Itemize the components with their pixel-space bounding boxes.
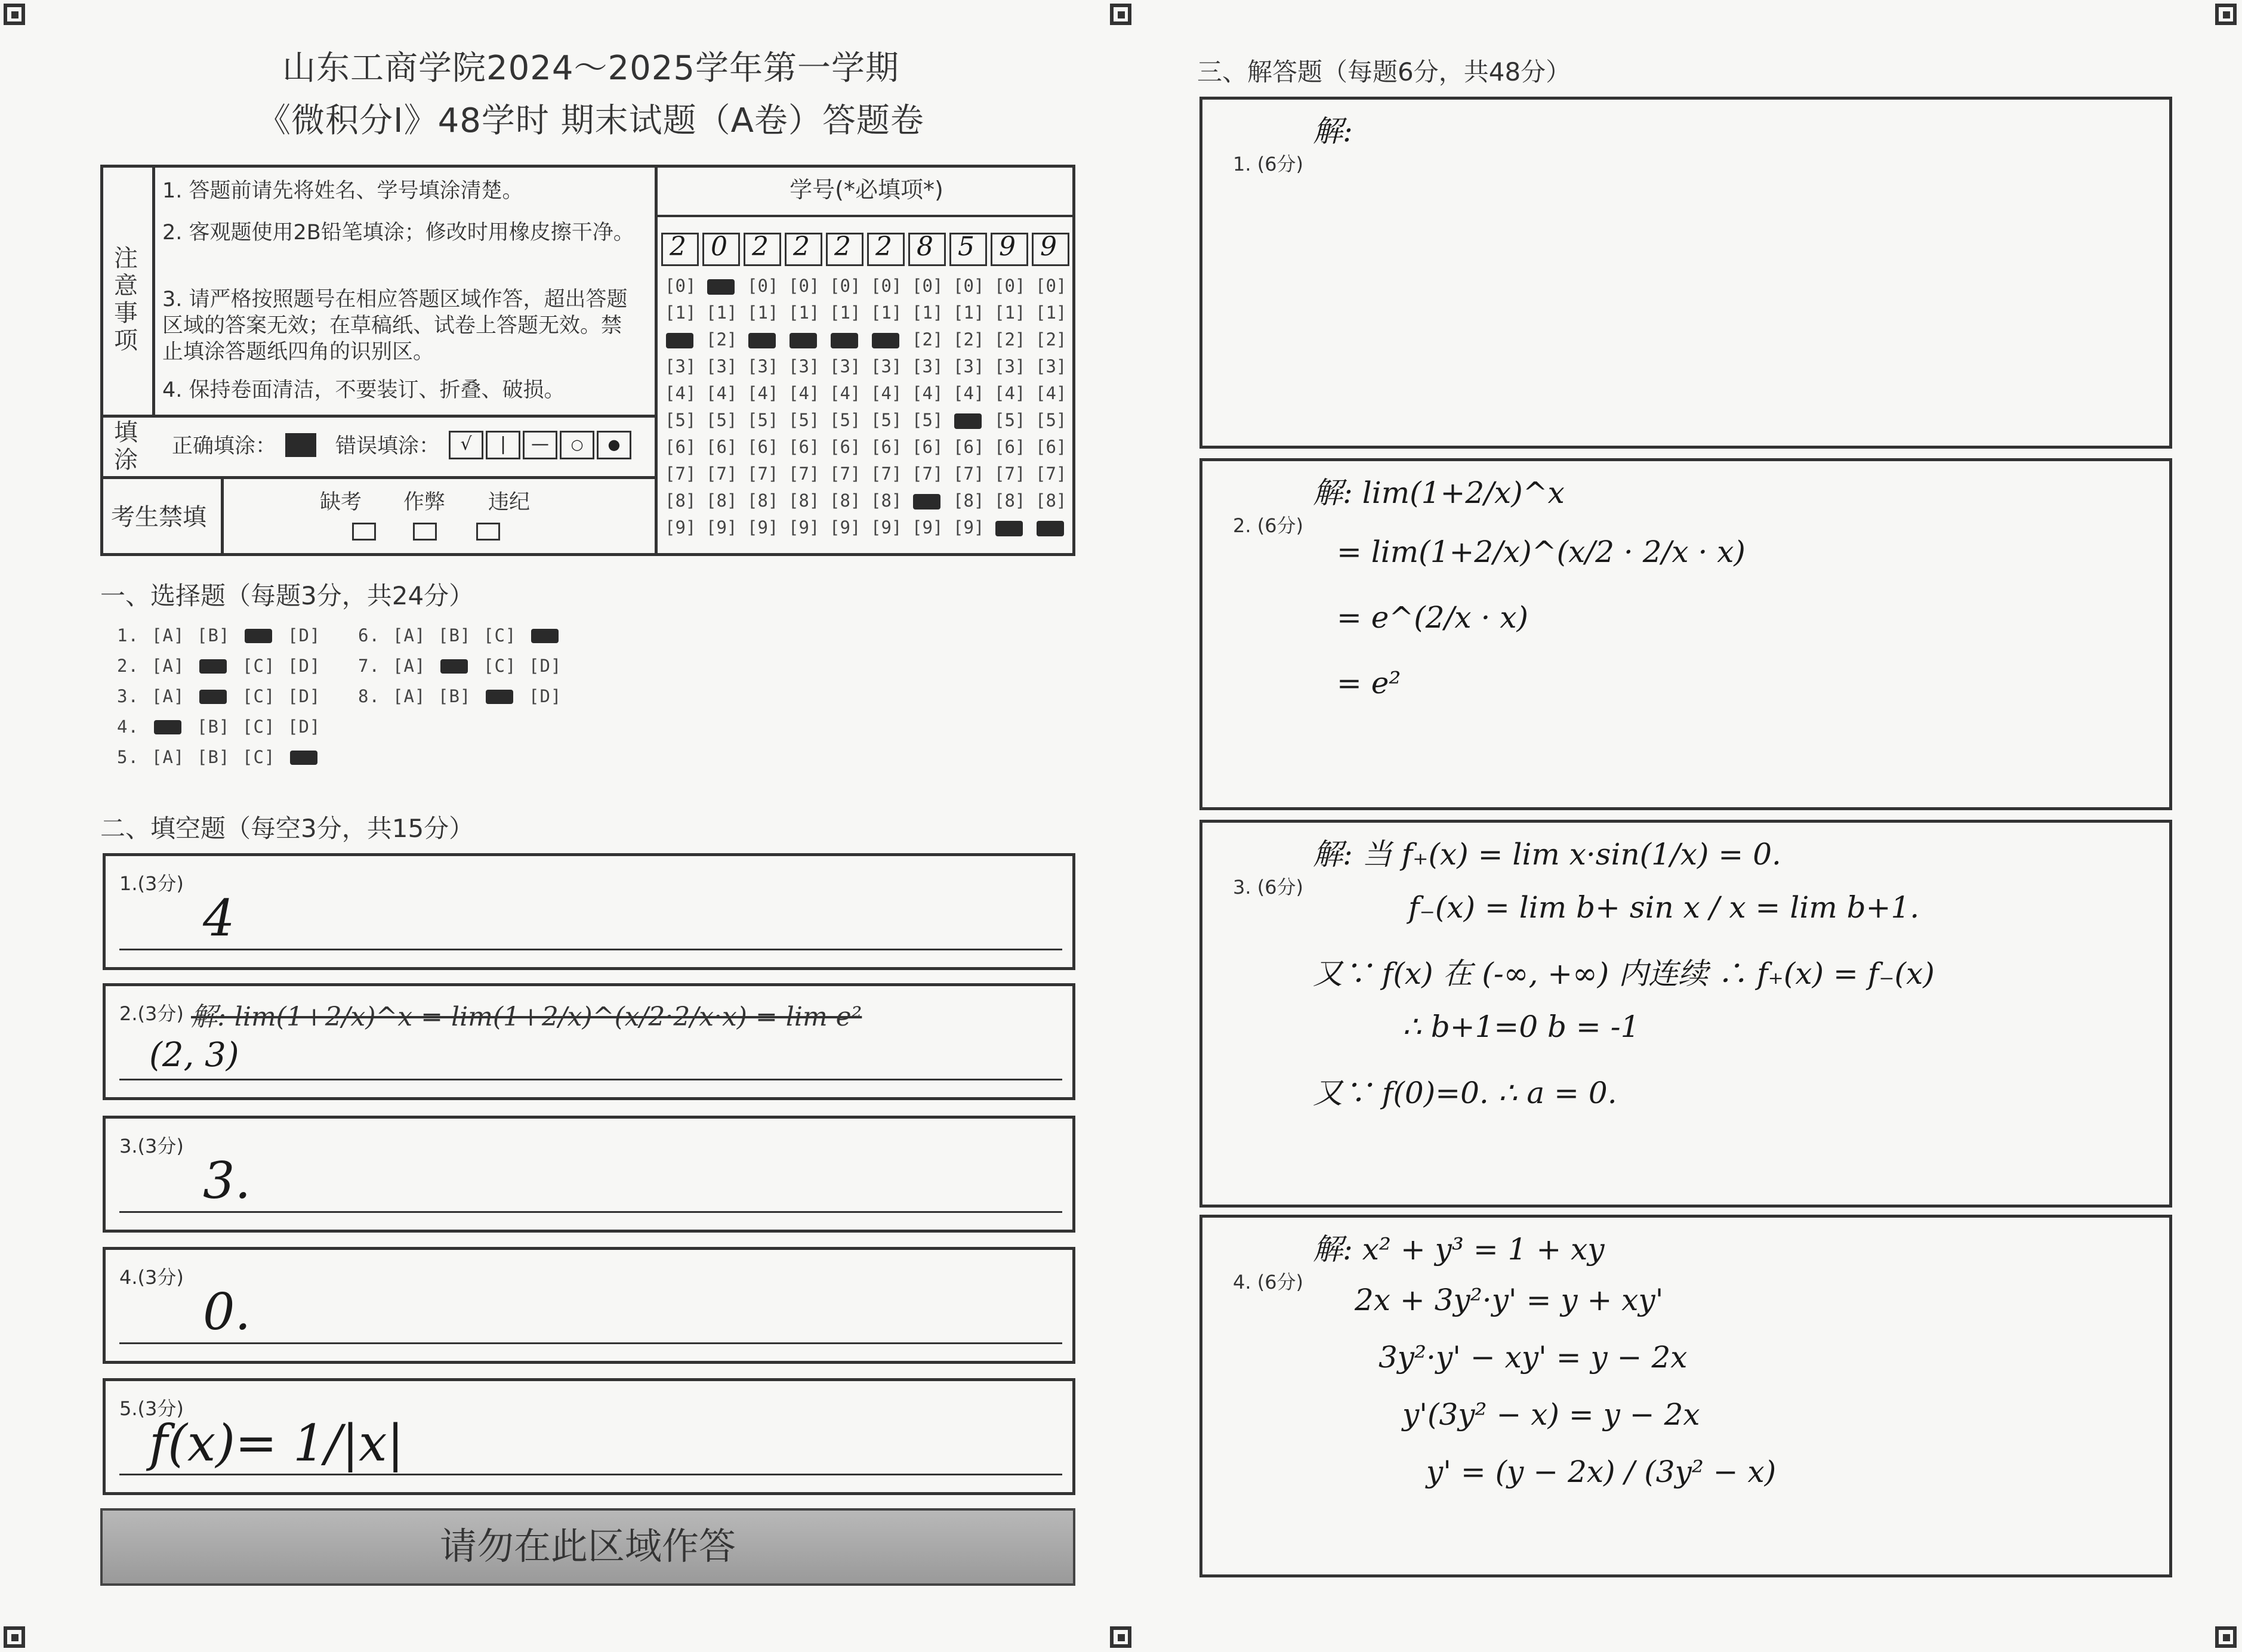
correct-fill-label: 正确填涂： bbox=[172, 434, 277, 458]
student-id-digit: 0 bbox=[711, 231, 727, 262]
bubble-option[interactable]: [7] bbox=[706, 464, 738, 484]
mc-bubble-option[interactable]: [D] bbox=[288, 625, 321, 646]
bubble-option[interactable]: [7] bbox=[912, 464, 943, 484]
cheat-checkbox[interactable] bbox=[413, 523, 437, 541]
mc-bubble-option[interactable]: [A] bbox=[393, 625, 426, 646]
student-id-digit: 2 bbox=[875, 231, 892, 262]
essay-label: 2. (6分) bbox=[1233, 514, 1304, 537]
bubble-option[interactable]: [4] bbox=[953, 383, 985, 403]
bubble-option[interactable]: [4] bbox=[994, 383, 1026, 403]
bubble-filled[interactable] bbox=[954, 413, 982, 429]
corner-marker-top-center bbox=[1110, 4, 1131, 25]
corner-marker-top-right bbox=[2215, 4, 2237, 25]
violation-label: 违纪 bbox=[488, 490, 531, 514]
exam-title-line1: 山东工商学院2024～2025学年第一学期 bbox=[282, 49, 900, 88]
essay-work-line: = lim(1+2/x)^(x/2 · 2/x · x) bbox=[1337, 535, 1746, 569]
blank-answer: 4 bbox=[203, 889, 235, 947]
bubble-option[interactable]: [0] bbox=[1035, 276, 1067, 296]
student-id-digit: 2 bbox=[752, 231, 769, 262]
corner-marker-bottom-right bbox=[2215, 1626, 2237, 1648]
blank-answer-box[interactable] bbox=[103, 853, 1075, 970]
bubble-option[interactable]: [9] bbox=[706, 517, 738, 538]
blank-answer: 3. bbox=[203, 1151, 251, 1210]
bubble-filled[interactable] bbox=[872, 333, 899, 348]
bubble-option[interactable]: [0] bbox=[912, 276, 943, 296]
answer-line bbox=[119, 949, 1062, 950]
bubble-option[interactable]: [0] bbox=[829, 276, 861, 296]
mc-bubble-option[interactable]: [A] bbox=[393, 686, 426, 706]
essay-work-line: 解: bbox=[1313, 114, 1353, 149]
bubble-option[interactable]: [3] bbox=[994, 356, 1026, 376]
essay-label: 4. (6分) bbox=[1233, 1271, 1304, 1293]
bubble-option[interactable]: [0] bbox=[665, 276, 696, 296]
bubble-option[interactable]: [1] bbox=[1035, 302, 1067, 323]
bubble-option[interactable]: [1] bbox=[665, 302, 696, 323]
exam-status-label: 考生禁填 bbox=[111, 504, 206, 531]
bubble-option[interactable]: [3] bbox=[665, 356, 696, 376]
notice-item-3: 3. 请严格按照题号在相应答题区域作答，超出答题区域的答案无效；在草稿纸、试卷上答题无效。禁止填涂答题纸四角的识别区。 bbox=[162, 288, 628, 364]
blank-label: 4.(3分) bbox=[119, 1266, 184, 1289]
bubble-option[interactable]: [4] bbox=[665, 383, 696, 403]
mc-question-number: 7. bbox=[358, 656, 380, 676]
essay-work-line: = e^(2/x · x) bbox=[1337, 600, 1529, 635]
answer-line bbox=[119, 1211, 1062, 1213]
bubble-option[interactable]: [7] bbox=[871, 464, 902, 484]
bubble-option[interactable]: [8] bbox=[747, 490, 779, 511]
mc-bubble-option[interactable]: [B] bbox=[438, 686, 471, 706]
mc-question-number: 4. bbox=[117, 717, 139, 737]
mc-bubble-option[interactable]: [D] bbox=[288, 717, 321, 737]
corner-marker-top-left bbox=[4, 4, 25, 25]
bubble-option[interactable]: [7] bbox=[747, 464, 779, 484]
bubble-option[interactable]: [3] bbox=[871, 356, 902, 376]
mc-question-number: 6. bbox=[358, 625, 380, 646]
bubble-option[interactable]: [7] bbox=[788, 464, 820, 484]
mc-bubble-filled[interactable] bbox=[199, 659, 227, 674]
bubble-filled[interactable] bbox=[831, 333, 858, 348]
mc-bubble-option[interactable]: [B] bbox=[197, 625, 230, 646]
bubble-option[interactable]: [8] bbox=[1035, 490, 1067, 511]
bubble-option[interactable]: [0] bbox=[994, 276, 1026, 296]
bubble-option[interactable]: [9] bbox=[953, 517, 985, 538]
mc-bubble-option[interactable]: [A] bbox=[393, 656, 426, 676]
mc-bubble-filled[interactable] bbox=[199, 690, 227, 704]
notice-item-1: 1. 答题前请先将姓名、学号填涂清楚。 bbox=[162, 179, 523, 203]
bubble-option[interactable]: [9] bbox=[788, 517, 820, 538]
bubble-option[interactable]: [6] bbox=[706, 437, 738, 457]
bubble-option[interactable]: [8] bbox=[706, 490, 738, 511]
bubble-option[interactable]: [9] bbox=[871, 517, 902, 538]
notice-item-2: 2. 客观题使用2B铅笔填涂；修改时用橡皮擦干净。 bbox=[162, 221, 634, 245]
bubble-option[interactable]: [5] bbox=[1035, 410, 1067, 430]
essay-label: 1. (6分) bbox=[1233, 153, 1304, 175]
mc-bubble-option[interactable]: [D] bbox=[288, 686, 321, 706]
bubble-option[interactable]: [8] bbox=[829, 490, 861, 511]
student-id-title: 学号(*必填项*) bbox=[790, 177, 943, 203]
student-id-digit: 2 bbox=[793, 231, 810, 262]
bubble-option[interactable]: [2] bbox=[912, 329, 943, 350]
bubble-option[interactable]: [8] bbox=[788, 490, 820, 511]
mc-bubble-filled[interactable] bbox=[531, 629, 559, 643]
essay-work-line: ∴ b+1=0 b = -1 bbox=[1402, 1009, 1640, 1044]
bubble-option[interactable]: [4] bbox=[829, 383, 861, 403]
bubble-option[interactable]: [5] bbox=[706, 410, 738, 430]
essay-answer-box[interactable] bbox=[1199, 1215, 2172, 1577]
blank-answer: f(x)= 1/|x| bbox=[149, 1414, 404, 1472]
section2-title: 二、填空题（每空3分，共15分） bbox=[100, 814, 474, 843]
mc-bubble-option[interactable]: [C] bbox=[242, 656, 276, 676]
bubble-option[interactable]: [5] bbox=[788, 410, 820, 430]
bubble-option[interactable]: [1] bbox=[953, 302, 985, 323]
essay-work-line: y'(3y² − x) = y − 2x bbox=[1402, 1397, 1700, 1432]
bubble-filled[interactable] bbox=[790, 333, 817, 348]
mc-bubble-option[interactable]: [C] bbox=[242, 717, 276, 737]
bubble-option[interactable]: [4] bbox=[1035, 383, 1067, 403]
bubble-option[interactable]: [6] bbox=[747, 437, 779, 457]
blank-label: 3.(3分) bbox=[119, 1135, 184, 1157]
bubble-option[interactable]: [3] bbox=[706, 356, 738, 376]
bubble-option[interactable]: [5] bbox=[871, 410, 902, 430]
essay-work-line: = e² bbox=[1337, 666, 1401, 700]
blank-answer: (2, 3) bbox=[149, 1036, 239, 1074]
blank-label: 2.(3分) bbox=[119, 1002, 184, 1025]
bubble-option[interactable]: [1] bbox=[747, 302, 779, 323]
bubble-option[interactable]: [6] bbox=[912, 437, 943, 457]
cheat-label: 作弊 bbox=[403, 490, 446, 514]
correct-fill-sample bbox=[285, 433, 316, 457]
blank-label: 5.(3分) bbox=[119, 1397, 184, 1420]
answer-line bbox=[119, 1342, 1062, 1344]
violation-checkbox[interactable] bbox=[476, 523, 500, 541]
mc-bubble-option[interactable]: [D] bbox=[529, 656, 562, 676]
blank-label: 1.(3分) bbox=[119, 872, 184, 895]
bubble-option[interactable]: [1] bbox=[706, 302, 738, 323]
mc-bubble-option[interactable]: [C] bbox=[242, 686, 276, 706]
bubble-option[interactable]: [0] bbox=[871, 276, 902, 296]
fill-label-2: 涂 bbox=[114, 446, 138, 474]
bubble-option[interactable]: [6] bbox=[1035, 437, 1067, 457]
student-id-digit: 5 bbox=[958, 231, 974, 262]
bubble-option[interactable]: [5] bbox=[994, 410, 1026, 430]
essay-work-line: 2x + 3y²·y' = y + xy' bbox=[1355, 1283, 1664, 1317]
mc-bubble-option[interactable]: [D] bbox=[288, 656, 321, 676]
bubble-filled[interactable] bbox=[913, 494, 940, 510]
bubble-option[interactable]: [6] bbox=[788, 437, 820, 457]
essay-work-line: 又∵ f(x) 在 (-∞, +∞) 内连续 ∴ f₊(x) = f₋(x) bbox=[1313, 956, 1935, 991]
essay-work-line: 解: 当 f₊(x) = lim x·sin(1/x) = 0. bbox=[1313, 837, 1781, 872]
blank-answer: 0. bbox=[203, 1283, 251, 1341]
essay-work-line: 解: lim(1+2/x)^x bbox=[1313, 475, 1565, 510]
struck-work: 解: lim(1+2/x)^x = lim(1+2/x)^(x/2·2/x·x) = lim e² bbox=[191, 1002, 862, 1032]
mc-bubble-option[interactable]: [C] bbox=[242, 747, 276, 767]
bubble-option[interactable]: [2] bbox=[994, 329, 1026, 350]
mc-bubble-option[interactable]: [C] bbox=[483, 656, 517, 676]
mc-bubble-filled[interactable] bbox=[154, 720, 181, 734]
bubble-option[interactable]: [7] bbox=[665, 464, 696, 484]
notice-item-4: 4. 保持卷面清洁，不要装订、折叠、破损。 bbox=[162, 378, 565, 402]
mc-bubble-option[interactable]: [D] bbox=[529, 686, 562, 706]
bubble-option[interactable]: [9] bbox=[912, 517, 943, 538]
bubble-option[interactable]: [3] bbox=[788, 356, 820, 376]
bubble-option[interactable]: [6] bbox=[953, 437, 985, 457]
bubble-option[interactable]: [3] bbox=[1035, 356, 1067, 376]
bubble-option[interactable]: [4] bbox=[747, 383, 779, 403]
bubble-option[interactable]: [7] bbox=[1035, 464, 1067, 484]
bubble-option[interactable]: [4] bbox=[912, 383, 943, 403]
bubble-option[interactable]: [0] bbox=[788, 276, 820, 296]
bubble-option[interactable]: [1] bbox=[829, 302, 861, 323]
bubble-option[interactable]: [7] bbox=[994, 464, 1026, 484]
mc-bubble-option[interactable]: [C] bbox=[483, 625, 517, 646]
mc-bubble-filled[interactable] bbox=[290, 751, 317, 765]
essay-work-line: y' = (y − 2x) / (3y² − x) bbox=[1426, 1455, 1777, 1489]
bubble-option[interactable]: [9] bbox=[665, 517, 696, 538]
mc-question-number: 3. bbox=[117, 686, 139, 706]
essay-answer-box[interactable] bbox=[1199, 820, 2172, 1208]
student-id-digit: 8 bbox=[917, 231, 933, 262]
bubble-option[interactable]: [3] bbox=[829, 356, 861, 376]
essay-work-line: 解: x² + y³ = 1 + xy bbox=[1313, 1232, 1605, 1267]
bubble-option[interactable]: [5] bbox=[912, 410, 943, 430]
bubble-option[interactable]: [8] bbox=[665, 490, 696, 511]
wrong-fill-label: 错误填涂： bbox=[335, 434, 440, 458]
bubble-option[interactable]: [0] bbox=[747, 276, 779, 296]
bubble-option[interactable]: [1] bbox=[788, 302, 820, 323]
section1-title: 一、选择题（每题3分，共24分） bbox=[100, 581, 474, 610]
bubble-option[interactable]: [0] bbox=[953, 276, 985, 296]
bubble-option[interactable]: [7] bbox=[953, 464, 985, 484]
bubble-option[interactable]: [1] bbox=[871, 302, 902, 323]
bubble-option[interactable]: [6] bbox=[871, 437, 902, 457]
mc-bubble-option[interactable]: [A] bbox=[152, 747, 185, 767]
mc-bubble-filled[interactable] bbox=[245, 629, 272, 643]
bubble-option[interactable]: [5] bbox=[747, 410, 779, 430]
mc-bubble-option[interactable]: [A] bbox=[152, 686, 185, 706]
mc-question-number: 2. bbox=[117, 656, 139, 676]
essay-work-line: 3y²·y' − xy' = y − 2x bbox=[1378, 1340, 1688, 1375]
essay-label: 3. (6分) bbox=[1233, 876, 1304, 898]
bubble-option[interactable]: [6] bbox=[994, 437, 1026, 457]
bubble-filled[interactable] bbox=[666, 333, 693, 348]
absent-label: 缺考 bbox=[320, 490, 362, 514]
answer-line bbox=[119, 1474, 1062, 1475]
mc-bubble-option[interactable]: [B] bbox=[197, 747, 230, 767]
bubble-filled[interactable] bbox=[1037, 521, 1064, 536]
no-answer-zone: 请勿在此区域作答 bbox=[100, 1508, 1075, 1586]
bubble-option[interactable]: [8] bbox=[871, 490, 902, 511]
mc-bubble-option[interactable]: [A] bbox=[152, 656, 185, 676]
section3-title: 三、解答题（每题6分，共48分） bbox=[1197, 57, 1571, 87]
fill-label-1: 填 bbox=[114, 419, 138, 446]
bubble-option[interactable]: [1] bbox=[912, 302, 943, 323]
corner-marker-bottom-left bbox=[4, 1626, 25, 1648]
bubble-option[interactable]: [4] bbox=[706, 383, 738, 403]
bubble-option[interactable]: [8] bbox=[994, 490, 1026, 511]
bubble-option[interactable]: [9] bbox=[747, 517, 779, 538]
mc-bubble-filled[interactable] bbox=[440, 659, 468, 674]
student-id-digit: 9 bbox=[1040, 231, 1057, 262]
bubble-option[interactable]: [7] bbox=[829, 464, 861, 484]
absent-checkbox[interactable] bbox=[352, 523, 376, 541]
bubble-option[interactable]: [6] bbox=[829, 437, 861, 457]
bubble-option[interactable]: [2] bbox=[1035, 329, 1067, 350]
student-id-digit: 9 bbox=[999, 231, 1016, 262]
answer-line bbox=[119, 1079, 1062, 1080]
bubble-option[interactable]: [5] bbox=[829, 410, 861, 430]
bubble-filled[interactable] bbox=[748, 333, 776, 348]
student-id-digit: 2 bbox=[834, 231, 851, 262]
mc-bubble-option[interactable]: [B] bbox=[438, 625, 471, 646]
bubble-option[interactable]: [2] bbox=[953, 329, 985, 350]
bubble-option[interactable]: [1] bbox=[994, 302, 1026, 323]
mc-bubble-option[interactable]: [B] bbox=[197, 717, 230, 737]
corner-marker-bottom-center bbox=[1110, 1626, 1131, 1648]
bubble-option[interactable]: [6] bbox=[665, 437, 696, 457]
mc-question-number: 1. bbox=[117, 625, 139, 646]
bubble-filled[interactable] bbox=[995, 521, 1023, 536]
bubble-option[interactable]: [3] bbox=[912, 356, 943, 376]
student-id-digit: 2 bbox=[670, 231, 686, 262]
bubble-option[interactable]: [5] bbox=[665, 410, 696, 430]
mc-bubble-filled[interactable] bbox=[486, 690, 513, 704]
mc-question-number: 8. bbox=[358, 686, 380, 706]
exam-title-line2: 《微积分Ⅰ》48学时 期末试题（A卷）答题卷 bbox=[257, 101, 924, 140]
mc-question-number: 5. bbox=[117, 747, 139, 767]
bubble-option[interactable]: [3] bbox=[953, 356, 985, 376]
mc-bubble-option[interactable]: [A] bbox=[152, 625, 185, 646]
essay-work-line: f₋(x) = lim b+ sin x / x = lim b+1. bbox=[1408, 890, 1920, 925]
bubble-option[interactable]: [9] bbox=[829, 517, 861, 538]
bubble-option[interactable]: [2] bbox=[706, 329, 738, 350]
bubble-option[interactable]: [8] bbox=[953, 490, 985, 511]
essay-work-line: 又∵ f(0)=0. ∴ a = 0. bbox=[1313, 1076, 1617, 1110]
bubble-filled[interactable] bbox=[707, 279, 735, 295]
bubble-option[interactable]: [3] bbox=[747, 356, 779, 376]
bubble-option[interactable]: [4] bbox=[788, 383, 820, 403]
bubble-option[interactable]: [4] bbox=[871, 383, 902, 403]
